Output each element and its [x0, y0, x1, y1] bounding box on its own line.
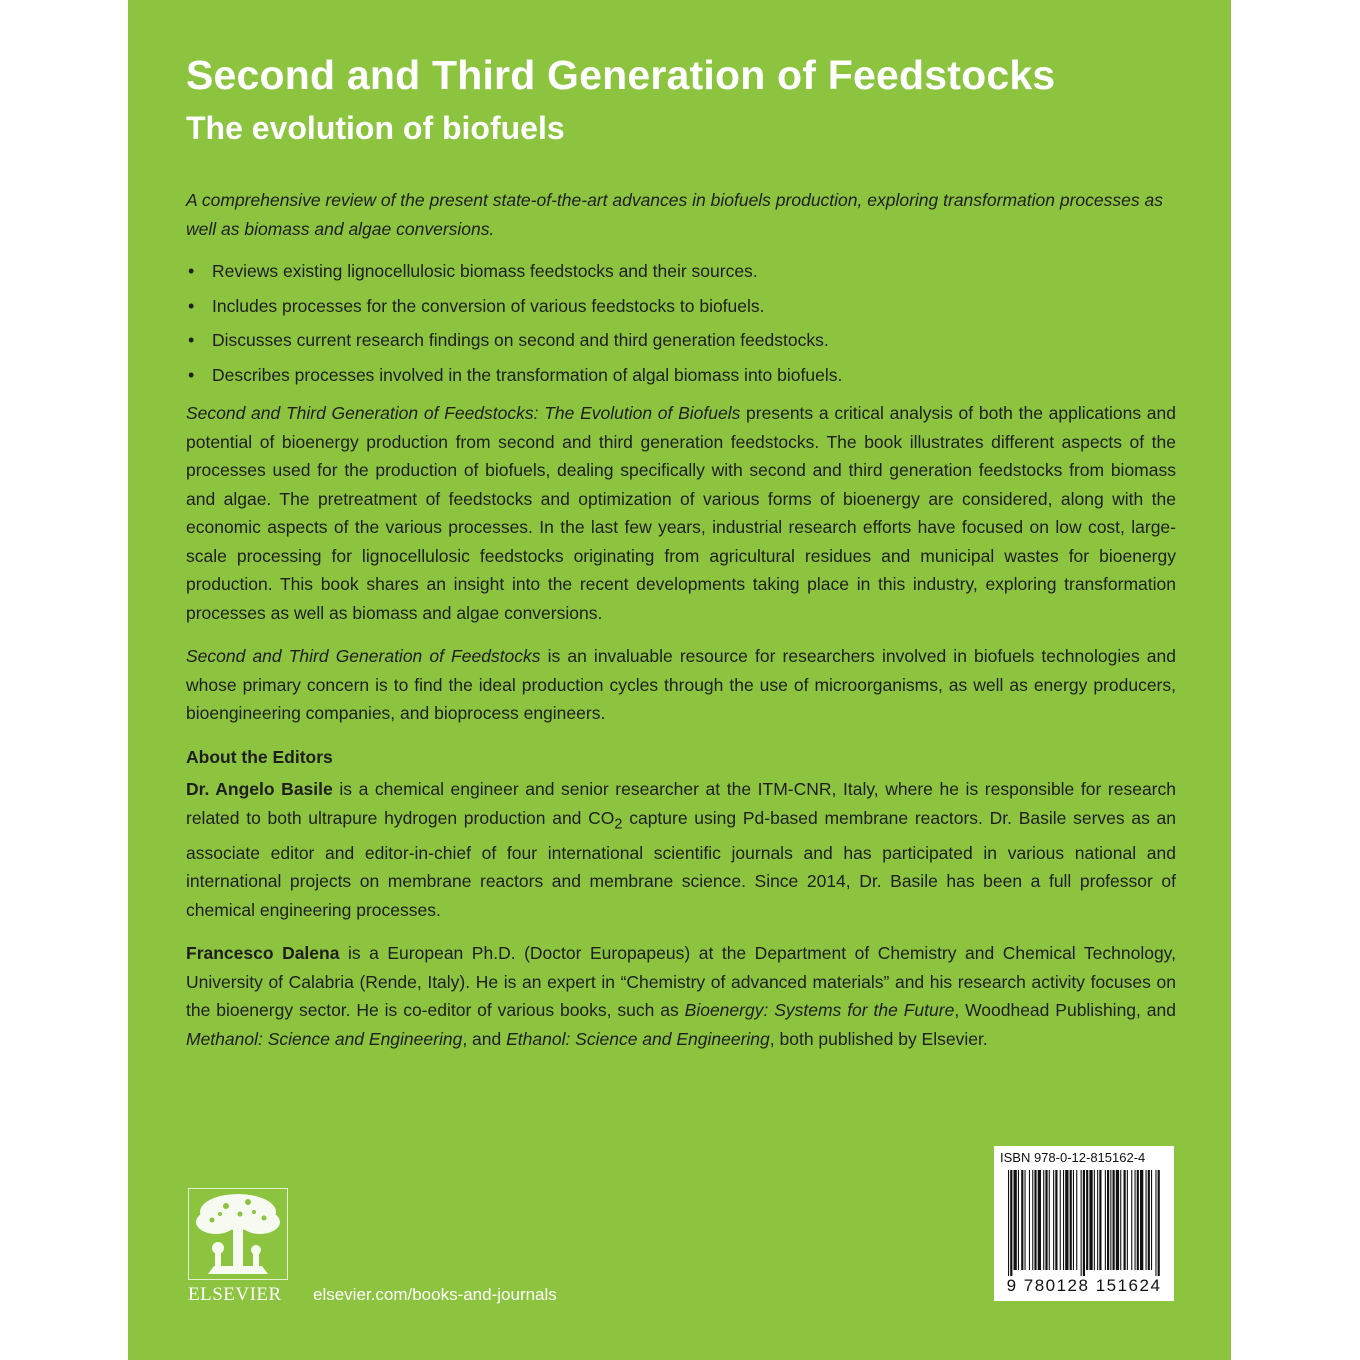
about-editors-heading: About the Editors — [186, 746, 333, 767]
isbn-label: ISBN 978-0-12-815162-4 — [1000, 1150, 1146, 1165]
editor-name: Dr. Angelo Basile — [186, 779, 333, 799]
book-subtitle: The evolution of biofuels — [186, 110, 565, 146]
book-reference: Bioenergy: Systems for the Future — [684, 1000, 955, 1020]
editor-bio — [186, 939, 1176, 1053]
editor-bio-text: is a chemical engineer and senior researcher at the ITM-CNR, Italy, where he is responsible for research related to both ultrapure hydrogen production and CO — [186, 779, 1176, 828]
book-reference: Ethanol: Science and Engineering — [506, 1028, 770, 1049]
book-title-italic: Second and Third Generation of Feedstocks — [186, 646, 541, 666]
publisher-name: ELSEVIER — [188, 1284, 282, 1305]
editor-name: Francesco Dalena — [186, 943, 340, 963]
editor-bio — [186, 775, 1176, 924]
publisher-website: elsevier.com/books-and-journals — [313, 1285, 557, 1304]
audience-paragraph — [186, 642, 1176, 728]
book-title: Second and Third Generation of Feedstocks — [186, 52, 1056, 98]
barcode-icon — [1008, 1170, 1160, 1276]
elsevier-tree-icon — [188, 1188, 288, 1280]
barcode-digits: 9 780128 151624 — [1006, 1276, 1162, 1295]
cover-text — [186, 186, 1176, 1068]
list-item: • Reviews existing lignocellulosic biomass feedstocks and their sources. — [186, 257, 1176, 286]
editor-bio-text: , both published by Elsevier. — [769, 1028, 988, 1049]
list-item: • Describes processes involved in the transformation of algal biomass into biofuels. — [186, 361, 1176, 390]
description-text: presents a critical analysis of both the applications and potential of bioenergy production from second and third generation feedstocks. The book illustrates different aspects of the processes used for the production of biofuels, dealing specifically with second and third generation feedstocks from biomass and algae. The pretreatment of feedstocks and optimization of various forms of bioenergy are considered, along with the economic aspects of the various processes. In the last few years, industrial research efforts have focused on low cost, large-scale processing for lignocellulosic feedstocks originating from agricultural residues and municipal wastes for bioenergy production. This book shares an insight into the recent developments taking place in this industry, exploring transformation processes as well as biomass and algae conversions. — [186, 403, 1176, 623]
feature-list — [186, 257, 1176, 389]
editor-bio-text: , Woodhead Publishing, and — [954, 1000, 1176, 1020]
editor-bio-text: , and — [462, 1028, 507, 1049]
audience-text: is an invaluable resource for researchers involved in biofuels technologies and whose primary concern is to find the ideal production cycles through the use of microorganisms, as well as energy producers, bioengineering companies, and bioprocess engineers. — [186, 646, 1176, 723]
tagline: A comprehensive review of the present state-of-the-art advances in biofuels production, exploring transformation processes as well as biomass and algae conversions. — [186, 190, 1163, 239]
book-back-cover — [128, 0, 1231, 1360]
list-item: • Discusses current research findings on second and third generation feedstocks. — [186, 326, 1176, 355]
description-paragraph — [186, 399, 1176, 627]
editor-bio-text: capture using Pd-based membrane reactors. Dr. Basile serves as an associate editor and editor-in-chief of four international scientific journals and has participated in various national and international projects on membrane reactors and membrane science. Since 2014, Dr. Basile has been a full professor of chemical engineering processes. — [186, 807, 1177, 920]
list-item: • Includes processes for the conversion of various feedstocks to biofuels. — [186, 292, 1176, 321]
editor-bio-text: is a European Ph.D. (Doctor Europapeus) at the Department of Chemistry and Chemical Technology, University of Calabria (Rende, Italy). He is an expert in “Chemistry of advanced materials” and his research activity focuses on the bioenergy sector. He is co-editor of various books, such as — [186, 943, 1176, 1020]
book-title-italic: Second and Third Generation of Feedstocks: The Evolution of Biofuels — [186, 403, 741, 423]
book-reference: Methanol: Science and Engineering — [186, 1028, 463, 1049]
isbn-barcode — [994, 1146, 1174, 1301]
subscript: 2 — [614, 816, 623, 832]
